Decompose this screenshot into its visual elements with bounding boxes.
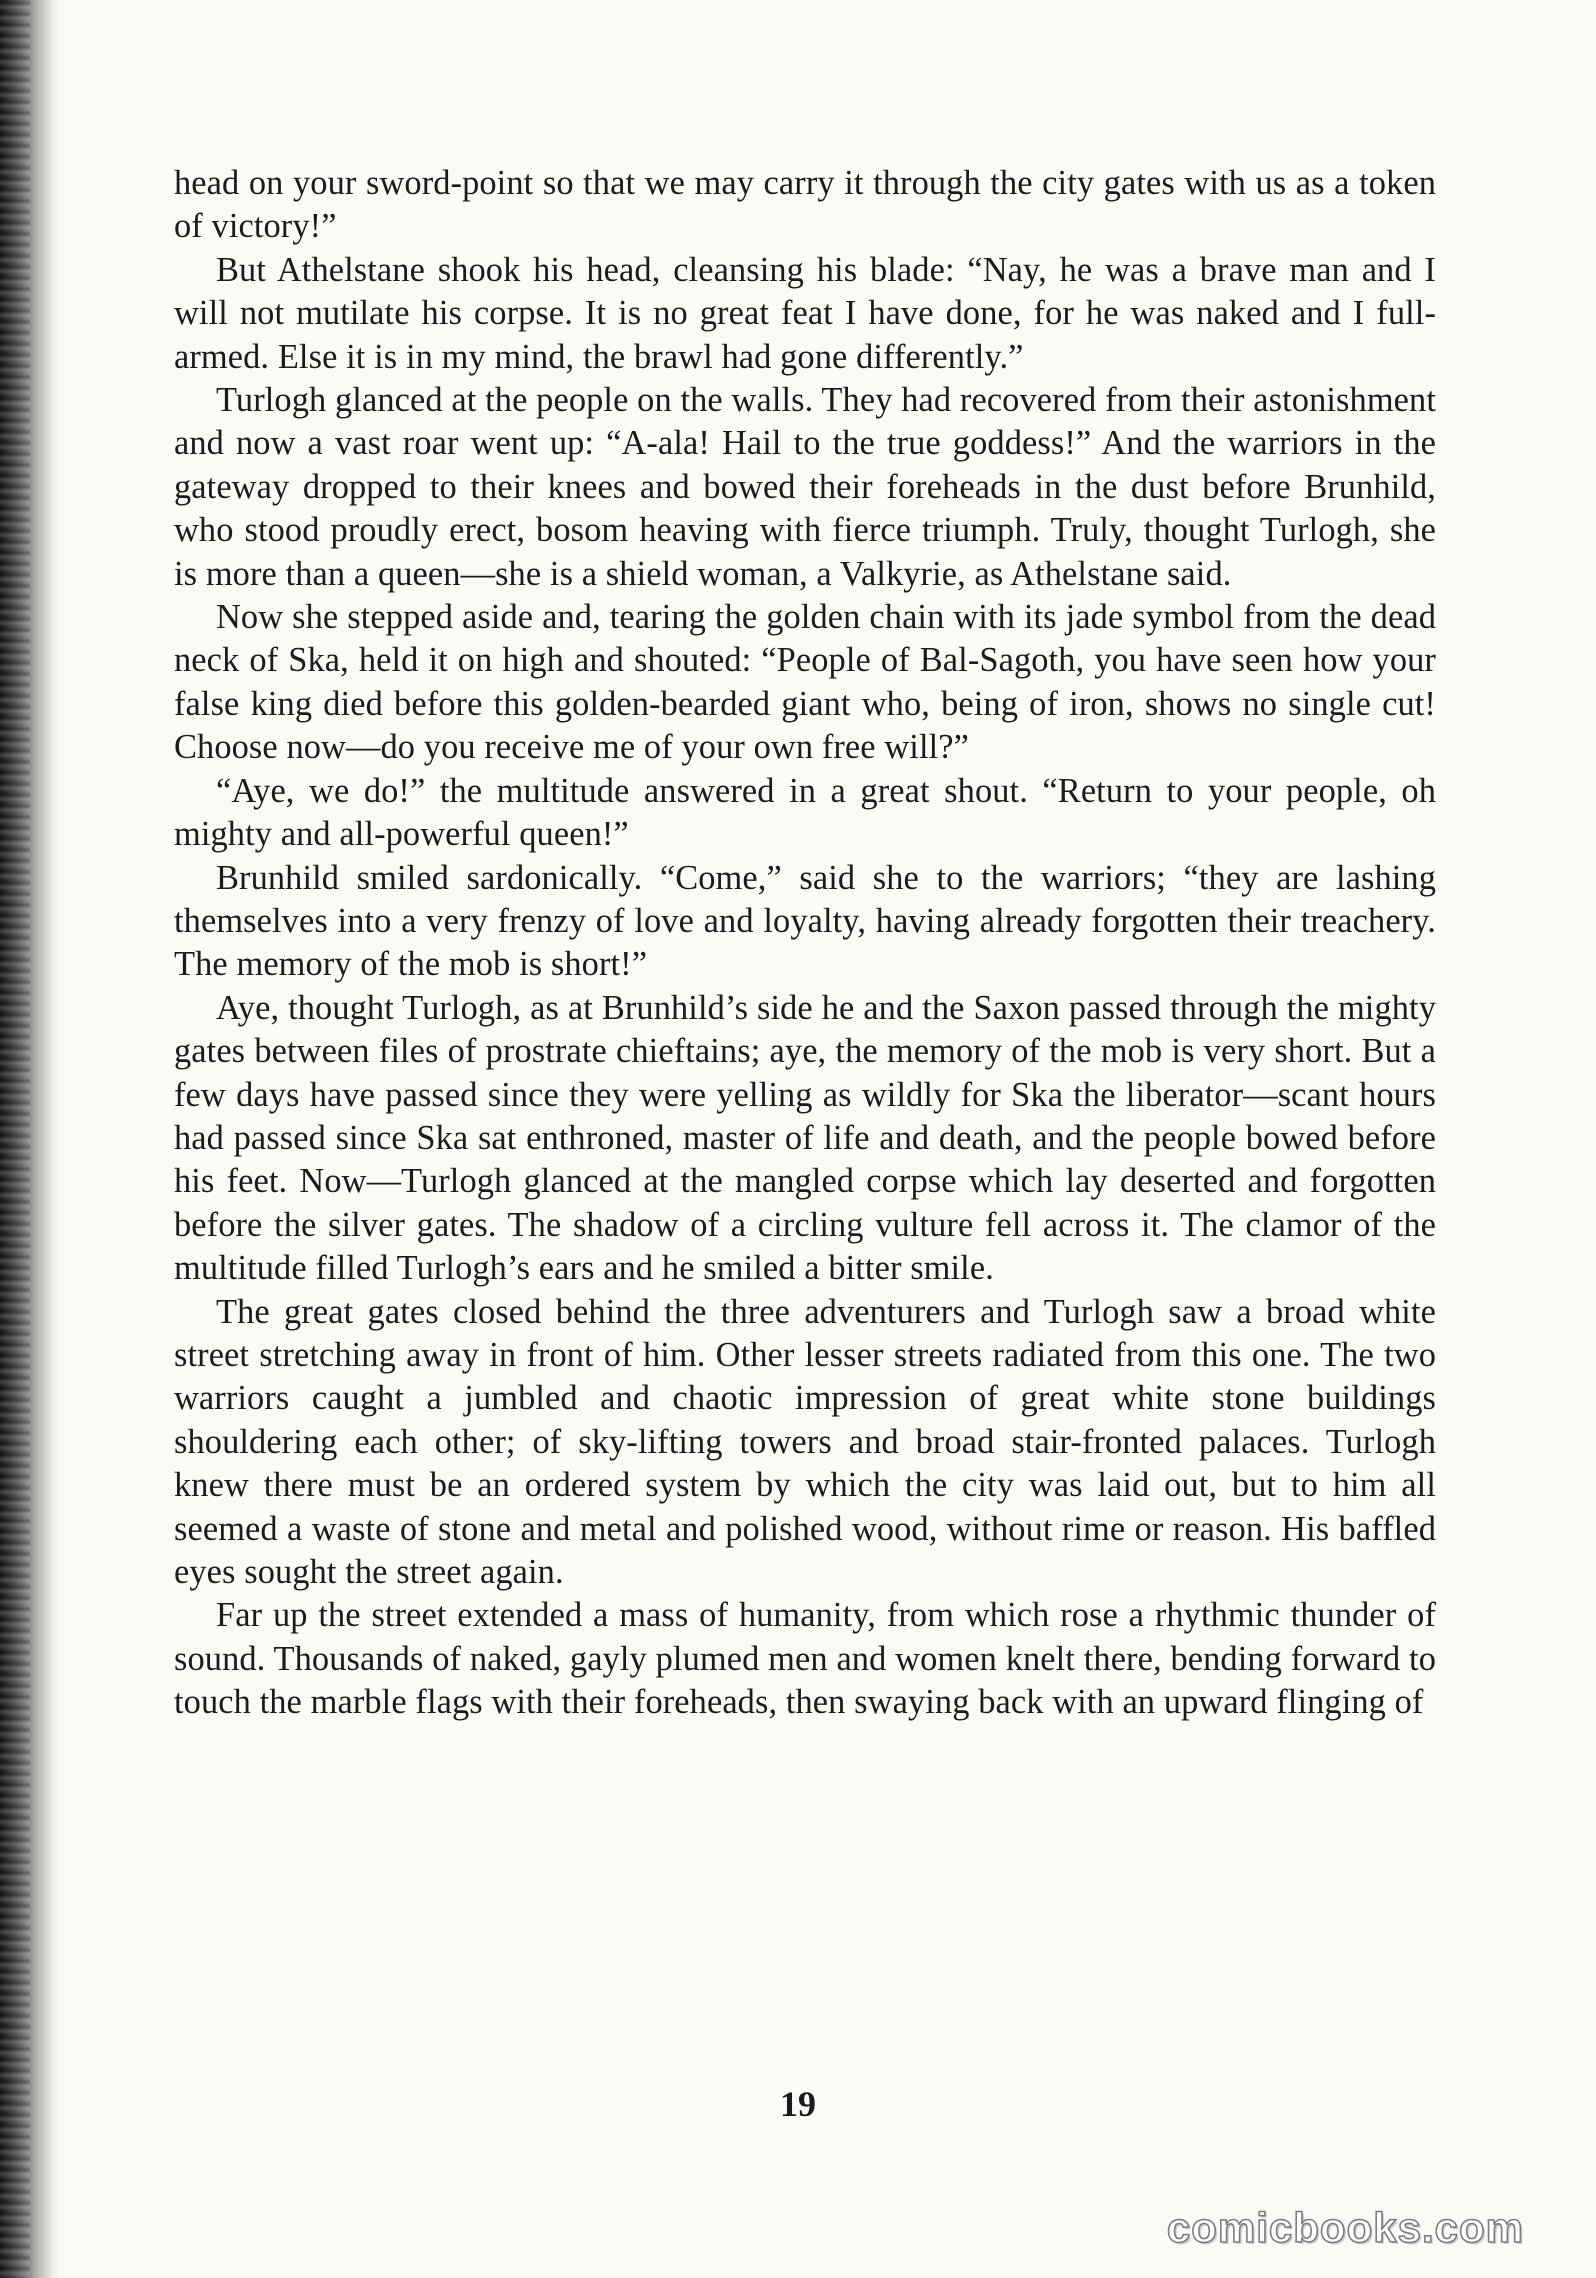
- book-spine-shadow: [0, 0, 60, 2278]
- watermark-logo: comicbooks.com: [1166, 2204, 1524, 2251]
- body-text: [174, 162, 1436, 1725]
- page-number: 19: [780, 2084, 816, 2124]
- paragraph-8: The great gates closed behind the three adventurers and Turlogh saw a broad white street stretching away in front of him. Other lesser streets radiated from this one. The two warriors caught a jumbled and chaotic impression of great white stone buildings shouldering each other; of sky-lifting towers and broad stair-fronted palaces. Turlogh knew there must be an ordered system by which the city was laid out, but to him all seemed a waste of stone and metal and polished wood, without rime or reason. His baffled eyes sought the street again.: [174, 1292, 1436, 1591]
- paragraph-5: “Aye, we do!” the multitude answered in a great shout. “Return to your people, oh mighty and all-powerful queen!”: [174, 771, 1436, 854]
- paragraph-1: head on your sword-point so that we may carry it through the city gates with us as a token of victory!”: [174, 164, 1436, 246]
- paragraph-2: But Athelstane shook his head, cleansing his blade: “Nay, he was a brave man and I will not mutilate his corpse. It is no great feat I have done, for he was naked and I full-armed. Else it is in my mind, the brawl had gone differently.”: [174, 250, 1436, 376]
- paragraph-4: Now she stepped aside and, tearing the golden chain with its jade symbol from the dead neck of Ska, held it on high and shouted: “People of Bal-Sagoth, you have seen how your false king died before this golden-bearded giant who, being of iron, shows no single cut! Choose now—do you receive me of your own free will?”: [174, 598, 1436, 767]
- paragraph-6: Brunhild smiled sardonically. “Come,” said she to the warriors; “they are lashing themselves into a very frenzy of love and loyalty, having already forgotten their treachery. The memory of the mob is short!”: [174, 858, 1436, 984]
- paragraph-7: Aye, thought Turlogh, as at Brunhild’s side he and the Saxon passed through the mighty gates between files of prostrate chieftains; aye, the memory of the mob is very short. But a few days have passed since they were yelling as wildly for Ska the liberator—scant hours had passed since Ska sat enthroned, master of life and death, and the people bowed before his feet. Now—Turlogh glanced at the mangled corpse which lay deserted and forgotten before the silver gates. The shadow of a circling vulture fell across it. The clamor of the multitude filled Turlogh’s ears and he smiled a bitter smile.: [174, 988, 1436, 1288]
- paragraph-3: Turlogh glanced at the people on the walls. They had recovered from their astonishment and now a vast roar went up: “A-ala! Hail to the true goddess!” And the warriors in the gateway dropped to their knees and bowed their foreheads in the dust before Brunhild, who stood proudly erect, bosom heaving with fierce triumph. Truly, thought Turlogh, she is more than a queen—she is a shield woman, a Valkyrie, as Athelstane said.: [174, 381, 1436, 593]
- paragraph-9: Far up the street extended a mass of humanity, from which rose a rhythmic thunder of sound. Thousands of naked, gayly plumed men and women knelt there, bending forward to touch the marble flags with their foreheads, then swaying back with an upward flinging of: [174, 1596, 1436, 1722]
